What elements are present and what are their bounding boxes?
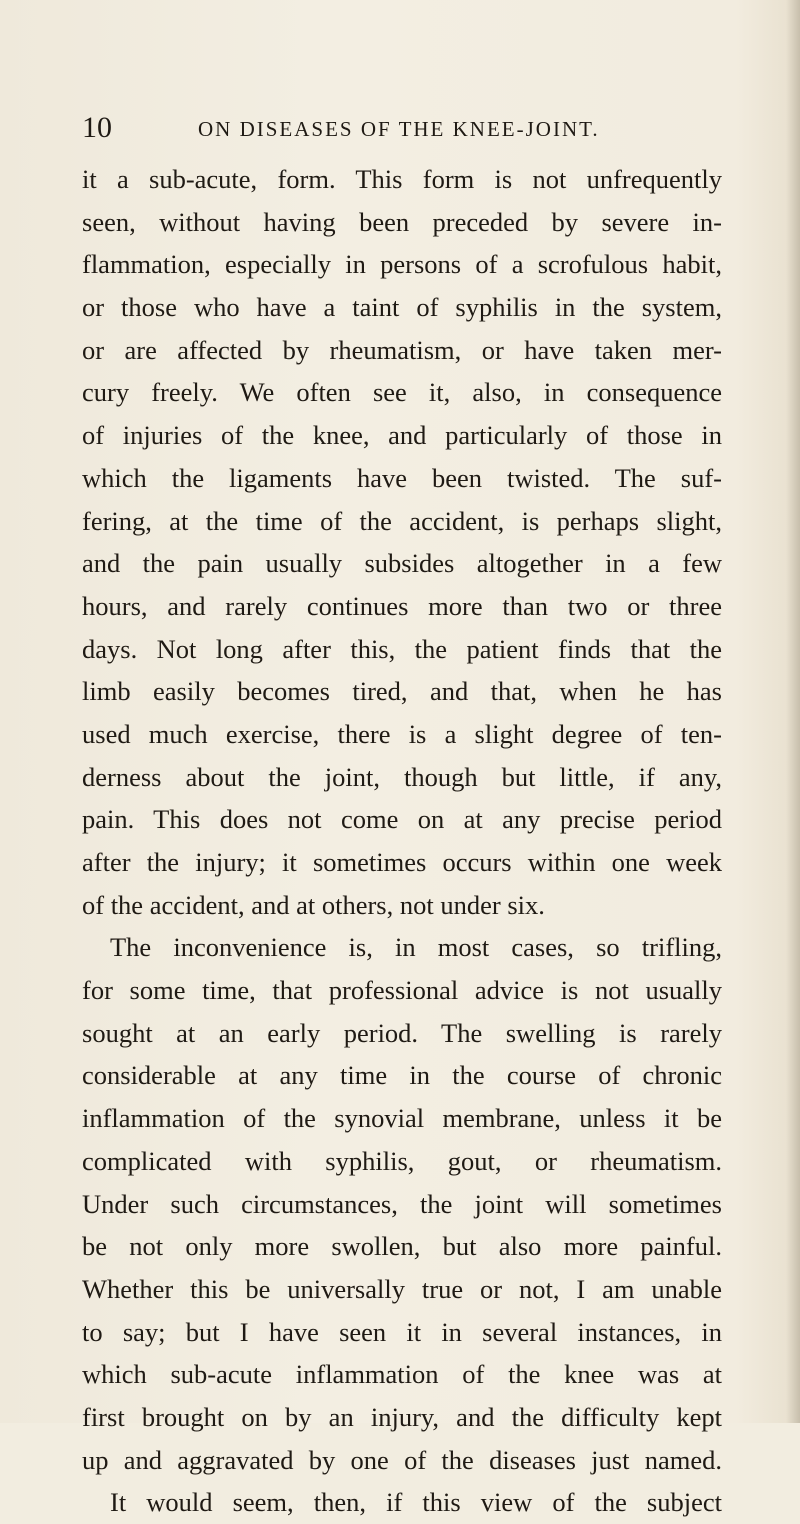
text-line: up and aggravated by one of the diseases just named.	[82, 1444, 722, 1475]
text-line: It would seem, then, if this view of the subject	[110, 1487, 722, 1518]
text-line: of the accident, and at others, not under six.	[82, 889, 545, 920]
text-line: considerable at any time in the course of chronic	[82, 1060, 722, 1091]
text-line: The inconvenience is, in most cases, so trifling,	[110, 932, 722, 963]
text-line: used much exercise, there is a slight degree of ten-	[82, 718, 722, 749]
text-line: which sub-acute inflammation of the knee was at	[82, 1359, 722, 1390]
text-line: derness about the joint, though but little, if any,	[82, 761, 722, 792]
text-line: of injuries of the knee, and particularly of those in	[82, 420, 722, 451]
text-line: and the pain usually subsides altogether in a few	[82, 548, 722, 579]
text-line: Under such circumstances, the joint will sometimes	[82, 1188, 722, 1219]
text-line: cury freely. We often see it, also, in consequence	[82, 377, 722, 408]
text-line: complicated with syphilis, gout, or rheumatism.	[82, 1145, 722, 1176]
text-line: limb easily becomes tired, and that, when he has	[82, 676, 722, 707]
text-line: Whether this be universally true or not, I am unable	[82, 1273, 722, 1304]
text-line: fering, at the time of the accident, is perhaps slight,	[82, 505, 722, 536]
text-line: for some time, that professional advice is not usually	[82, 975, 722, 1006]
page-edge-shadow	[786, 0, 800, 1423]
body-text	[82, 158, 722, 1524]
text-line: which the ligaments have been twisted. The suf-	[82, 462, 722, 493]
text-line: or those who have a taint of syphilis in the system,	[82, 292, 722, 323]
text-line: hours, and rarely continues more than two or three	[82, 590, 722, 621]
page-header	[82, 108, 740, 148]
text-line: days. Not long after this, the patient finds that the	[82, 633, 722, 664]
text-line: or are affected by rheumatism, or have taken mer-	[82, 334, 722, 365]
text-line: to say; but I have seen it in several instances, in	[82, 1316, 722, 1347]
text-line: pain. This does not come on at any precise period	[82, 804, 722, 835]
text-line: flammation, especially in persons of a scrofulous habit,	[82, 249, 722, 280]
running-head: ON DISEASES OF THE KNEE-JOINT.	[198, 117, 600, 141]
text-line: it a sub-acute, form. This form is not unfrequently	[82, 164, 722, 194]
text-line: be not only more swollen, but also more painful.	[82, 1231, 722, 1262]
text-line: first brought on by an injury, and the difficulty kept	[82, 1401, 722, 1432]
text-line: after the injury; it sometimes occurs within one week	[82, 847, 722, 877]
text-line: seen, without having been preceded by severe in-	[82, 206, 722, 237]
text-line: sought at an early period. The swelling is rarely	[82, 1017, 722, 1048]
text-line: inflammation of the synovial membrane, unless it be	[82, 1103, 722, 1134]
page-number: 10	[82, 111, 112, 144]
